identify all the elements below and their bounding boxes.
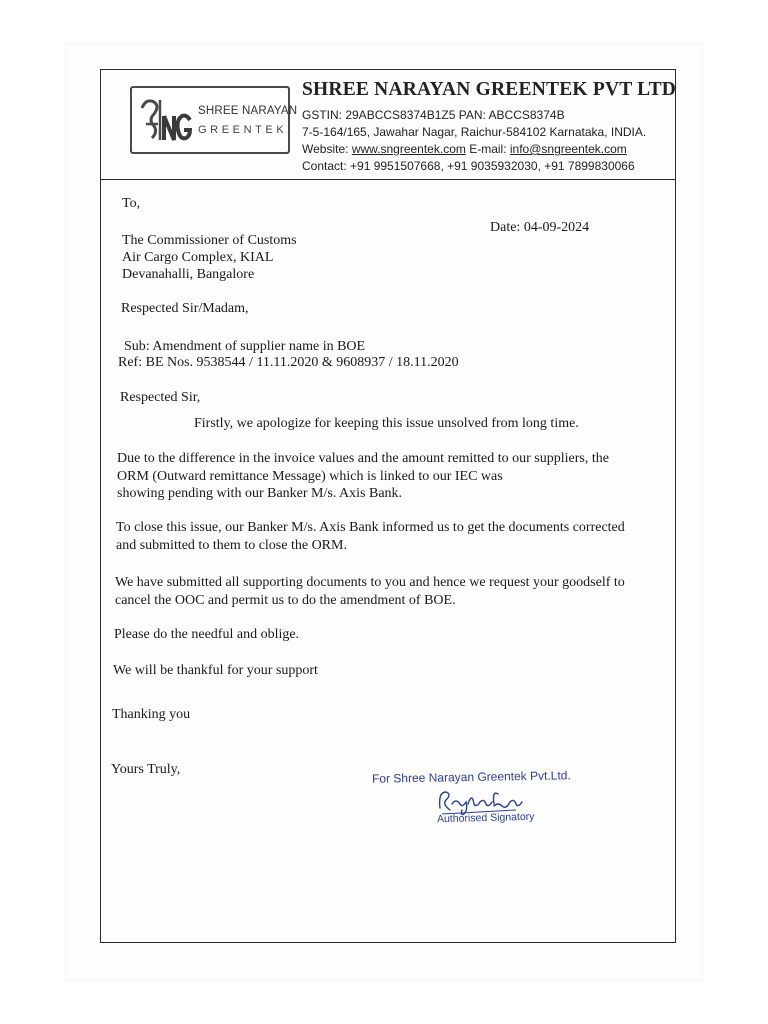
email-label: E-mail: — [465, 142, 510, 156]
paragraph-4-line-2: cancel the OOC and permit us to do the amendment of BOE. — [115, 593, 456, 608]
thanking-line: Thanking you — [112, 707, 191, 722]
paragraph-2-line-3: showing pending with our Banker M/s. Axis Bank. — [117, 486, 403, 501]
company-contact: Contact: +91 9951507668, +91 9035932030, +91 7899830066 — [302, 159, 635, 173]
logo-company-name: SHREE NARAYAN — [198, 105, 298, 117]
subject-line: Sub: Amendment of supplier name in BOE — [124, 339, 366, 354]
header-divider — [100, 179, 676, 180]
paragraph-4-line-1: We have submitted all supporting documents to you and hence we request your goodself to — [115, 575, 625, 590]
paragraph-2-line-1: Due to the difference in the invoice values and the amount remitted to our suppliers, the — [117, 451, 609, 466]
addressee-line-3: Devanahalli, Bangalore — [122, 267, 255, 282]
website-email-line — [302, 142, 627, 156]
logo-company-subtitle: GREENTEK — [198, 124, 288, 136]
paragraph-3-line-2: and submitted to them to close the ORM. — [116, 538, 347, 553]
company-logo — [130, 86, 298, 154]
reference-line: Ref: BE Nos. 9538544 / 11.11.2020 & 9608937 / 18.11.2020 — [118, 355, 459, 370]
company-name: SHREE NARAYAN GREENTEK PVT LTD — [302, 79, 677, 100]
company-stamp-text: For Shree Narayan Greentek Pvt.Ltd. — [371, 768, 571, 786]
paragraph-6: We will be thankful for your support — [113, 663, 318, 678]
paragraph-2-line-2: ORM (Outward remittance Message) which is linked to our IEC was — [117, 469, 503, 484]
paragraph-3-line-1: To close this issue, our Banker M/s. Axis Bank informed us to get the documents corrected — [116, 520, 625, 535]
salutation-1: Respected Sir/Madam, — [121, 301, 249, 316]
logo-emblem-icon — [138, 94, 192, 146]
paragraph-1: Firstly, we apologize for keeping this issue unsolved from long time. — [194, 416, 579, 431]
paragraph-5: Please do the needful and oblige. — [114, 627, 300, 642]
salutation-2: Respected Sir, — [120, 390, 201, 405]
addressee-line-1: The Commissioner of Customs — [122, 233, 297, 248]
letter-border — [100, 69, 676, 943]
to-line: To, — [122, 196, 141, 211]
authorised-signatory-label: Authorised Signatory — [436, 810, 535, 826]
email-link[interactable]: info@sngreentek.com — [509, 142, 627, 156]
letter-date: Date: 04-09-2024 — [490, 220, 590, 235]
gstin-pan: GSTIN: 29ABCCS8374B1Z5 PAN: ABCCS8374B — [302, 108, 565, 122]
website-link[interactable]: www.sngreentek.com — [351, 142, 466, 156]
addressee-line-2: Air Cargo Complex, KIAL — [122, 250, 274, 265]
company-address: 7-5-164/165, Jawahar Nagar, Raichur-584102 Karnataka, INDIA. — [302, 125, 647, 139]
website-label: Website: — [302, 142, 352, 156]
closing-line: Yours Truly, — [111, 762, 181, 777]
